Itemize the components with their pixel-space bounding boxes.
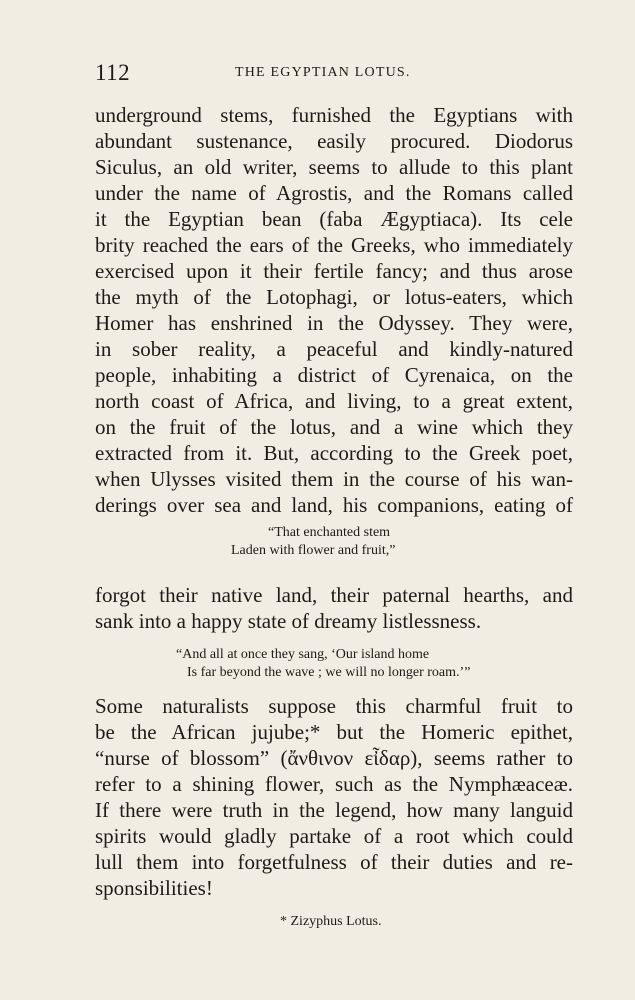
text-line: people, inhabiting a district of Cyrenaica, on the — [95, 363, 573, 387]
text-line: forgot their native land, their paternal hearths, and — [95, 583, 573, 607]
text-line: under the name of Agrostis, and the Romans called — [95, 181, 573, 205]
verse-quote-line: “That enchanted stem — [268, 525, 391, 540]
text-line: If there were truth in the legend, how many languid — [95, 798, 573, 822]
text-line: brity reached the ears of the Greeks, who immediately — [95, 233, 573, 257]
page-header — [95, 60, 575, 90]
text-line: sank into a happy state of dreamy listlessness. — [95, 609, 482, 633]
verse-quote-line: Laden with flower and fruit,” — [231, 543, 396, 558]
paragraph-1 — [95, 102, 573, 518]
verse-quote-line: “And all at once they sang, ‘Our island home — [176, 647, 430, 662]
paragraph-3 — [95, 693, 573, 901]
text-line: it the Egyptian bean (faba Ægyptiaca). Its cele — [95, 207, 573, 231]
text-line: in sober reality, a peaceful and kindly-natured — [95, 337, 573, 361]
text-line: when Ulysses visited them in the course of his wan- — [95, 467, 573, 491]
text-line: exercised upon it their fertile fancy; and thus arose — [95, 259, 573, 283]
text-line: Some naturalists suppose this charmful fruit to — [95, 694, 573, 718]
text-line: on the fruit of the lotus, and a wine which they — [95, 415, 573, 439]
text-line: refer to a shining flower, such as the Nymphæaceæ. — [95, 772, 573, 796]
text-line: “nurse of blossom” (ἄνθινον εἶδαρ), seems rather to — [95, 746, 573, 770]
text-line: sponsibilities! — [95, 876, 213, 900]
text-line: Siculus, an old writer, seems to allude to this plant — [95, 155, 573, 179]
text-line: spirits would gladly partake of a root which could — [95, 824, 573, 848]
verse-quote-line: Is far beyond the wave ; we will no longer roam.’” — [187, 665, 471, 680]
footnote: * Zizyphus Lotus. — [280, 914, 382, 929]
text-line: Homer has enshrined in the Odyssey. They were, — [95, 311, 573, 335]
text-line: the myth of the Lotophagi, or lotus-eaters, which — [95, 285, 573, 309]
text-line: be the African jujube;* but the Homeric epithet, — [95, 720, 573, 744]
text-line: derings over sea and land, his companions, eating of — [95, 493, 573, 517]
paragraph-2 — [95, 582, 573, 634]
text-line: underground stems, furnished the Egyptians with — [95, 103, 573, 127]
text-line: extracted from it. But, according to the Greek poet, — [95, 441, 573, 465]
text-line: lull them into forgetfulness of their duties and re- — [95, 850, 573, 874]
text-line: abundant sustenance, easily procured. Diodorus — [95, 129, 573, 153]
text-line: north coast of Africa, and living, to a great extent, — [95, 389, 573, 413]
page-number: 112 — [95, 60, 131, 85]
running-head: THE EGYPTIAN LOTUS. — [235, 65, 411, 80]
